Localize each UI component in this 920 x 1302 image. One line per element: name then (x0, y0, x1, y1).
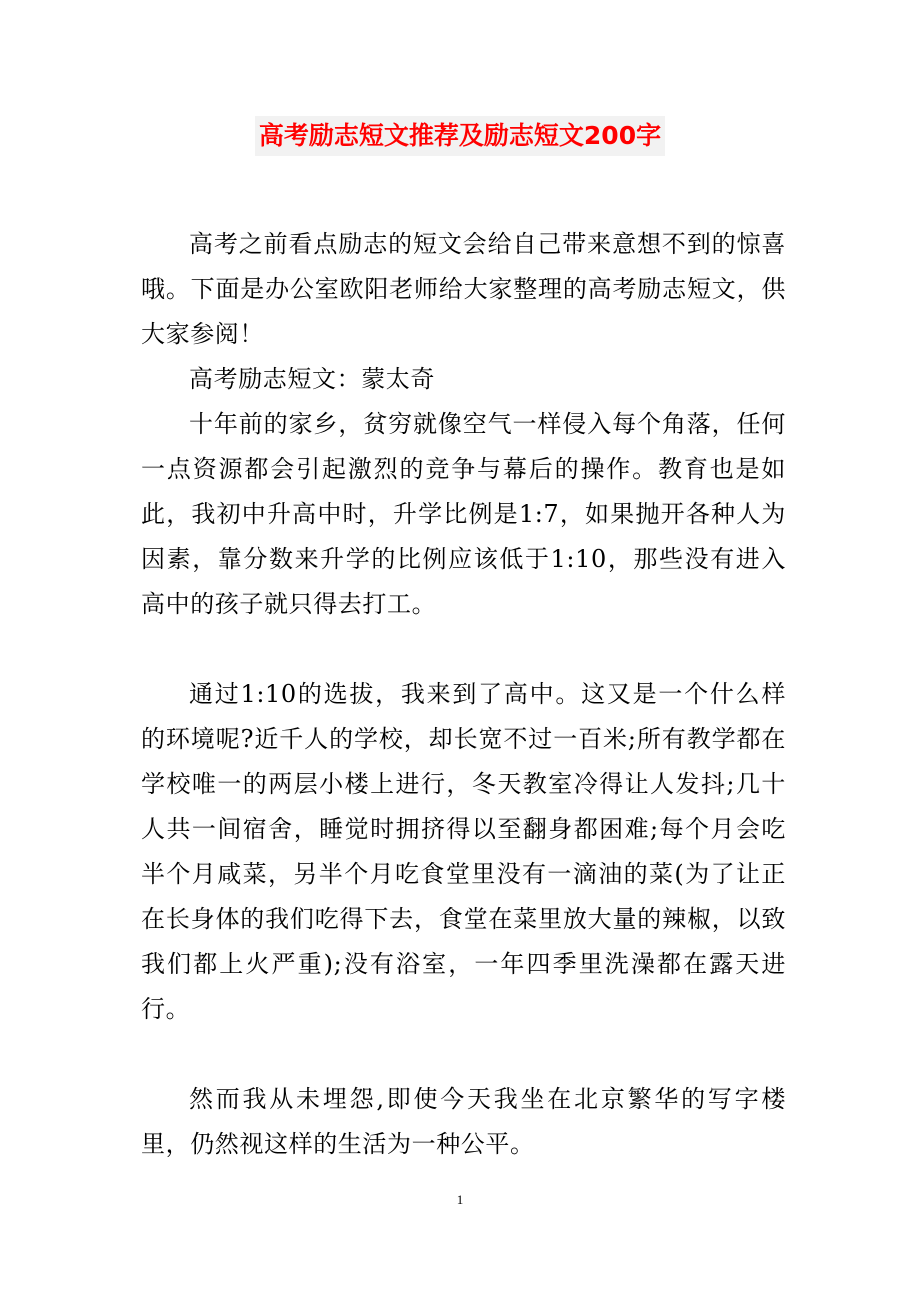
document-title: 高考励志短文推荐及励志短文200字 (255, 116, 665, 156)
page-number: 1 (456, 1192, 464, 1207)
title-container (0, 116, 920, 156)
paragraph-subheading: 高考励志短文：蒙太奇 (189, 365, 435, 393)
document-body (141, 222, 786, 1167)
paragraph-spacer (141, 1032, 786, 1077)
paragraph-hometown: 十年前的家乡，贫穷就像空气一样侵入每个角落，任何一点资源都会引起激烈的竞争与幕后的操作。教育也是如此，我初中升高中时，升学比例是1:7，如果抛开各种人为因素，靠分数来升学的比例应该低于1:10，那些没有进入高中的孩子就只得去打工。 (141, 410, 786, 618)
paragraph-spacer (141, 627, 786, 672)
paragraph-high-school: 通过1:10的选拔，我来到了高中。这又是一个什么样的环境呢?近千人的学校，却长宽不过一百米;所有教学都在学校唯一的两层小楼上进行，冬天教室冷得让人发抖;几十人共一间宿舍，睡觉时拥挤得以至翻身都困难;每个月会吃半个月咸菜，另半个月吃食堂里没有一滴油的菜(为了让正在长身体的我们吃得下去，食堂在菜里放大量的辣椒，以致我们都上火严重);没有浴室，一年四季里洗澡都在露天进行。 (141, 680, 786, 1023)
paragraph-intro: 高考之前看点励志的短文会给自己带来意想不到的惊喜哦。下面是办公室欧阳老师给大家整理的高考励志短文，供大家参阅！ (141, 230, 786, 348)
paragraph-conclusion: 然而我从未埋怨,即使今天我坐在北京繁华的写字楼里，仍然视这样的生活为一种公平。 (141, 1085, 786, 1158)
